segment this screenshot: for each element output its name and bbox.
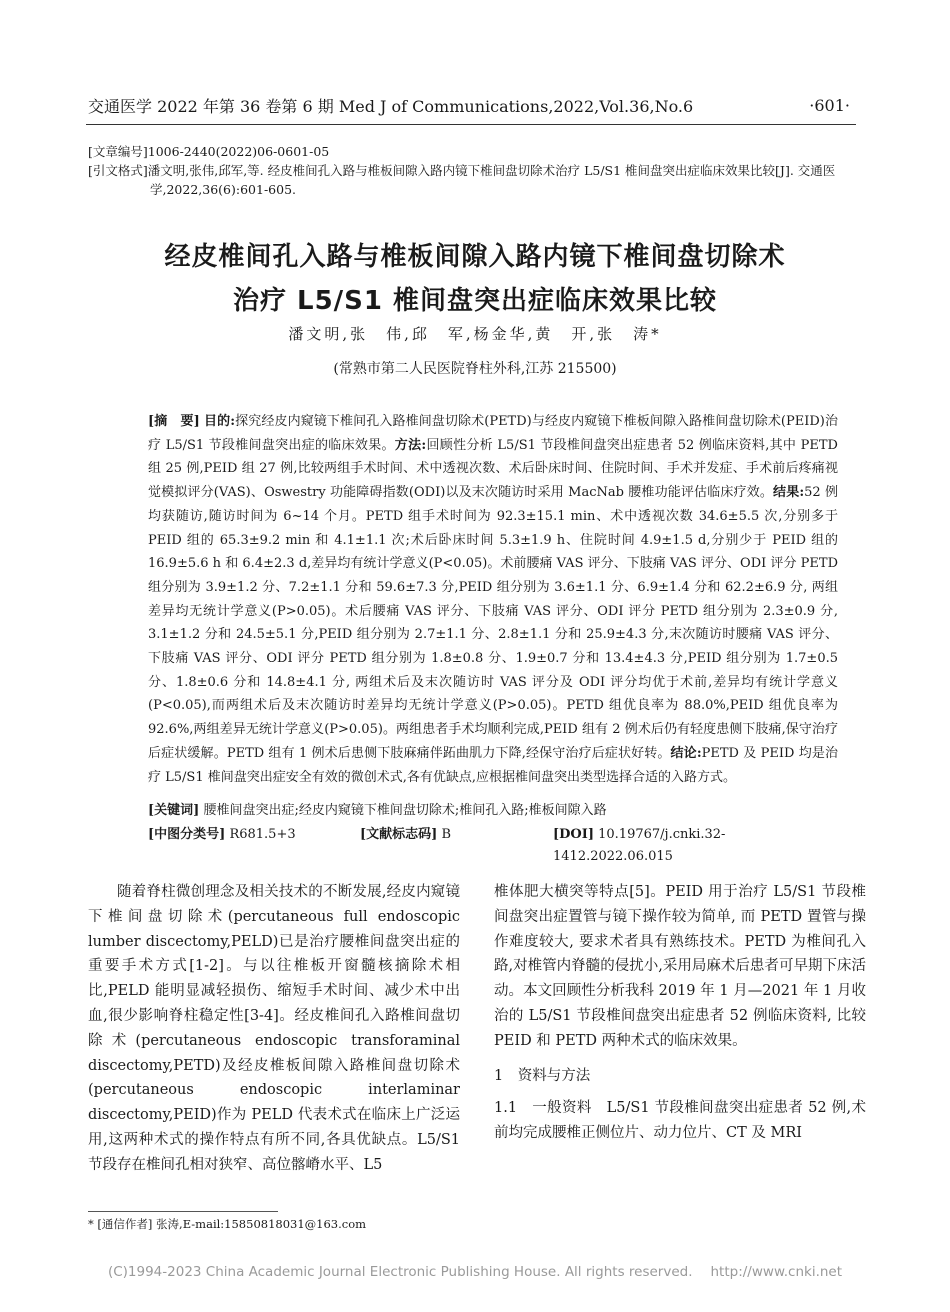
subsection-text: L5/S1 节段椎间盘突出症患者 52 例,术前均完成腰椎正侧位片、动力位片、CT 及 MRI <box>494 1100 866 1142</box>
section-heading: 1 资料与方法 <box>494 1067 591 1084</box>
doi-value[interactable]: 10.19767/j.cnki.32-1412.2022.06.015 <box>553 827 726 864</box>
results-label: 结果: <box>773 485 805 501</box>
clc-value: R681.5+3 <box>229 827 296 842</box>
abstract <box>148 410 838 789</box>
classification-row <box>148 824 838 864</box>
title-line-1: 经皮椎间孔入路与椎板间隙入路内镜下椎间盘切除术 <box>164 242 786 272</box>
citation-format: [引文格式]潘文明,张伟,邱军,等. 经皮椎间孔入路与椎板间隙入路内镜下椎间盘切除术治疗 L5/S1 椎间盘突出症临床效果比较[J]. 交通医学,2022,36(6):601-605. <box>88 163 836 197</box>
methods-label: 方法: <box>394 437 427 453</box>
article-meta <box>88 142 858 199</box>
keywords-text: 腰椎间盘突出症;经皮内窥镜下椎间盘切除术;椎间孔入路;椎板间隙入路 <box>203 803 607 818</box>
conclusion-label: 结论: <box>670 745 702 761</box>
footnote-corresponding-author: * [通信作者] 张涛,E-mail:15850818031@163.com <box>88 1217 367 1231</box>
copyright-text: (C)1994-2023 China Academic Journal Electronic Publishing House. All rights reserved. <box>107 1264 693 1280</box>
doc-code <box>360 824 451 846</box>
title-line-2: 治疗 L5/S1 椎间盘突出症临床效果比较 <box>232 286 718 316</box>
keywords <box>148 800 838 822</box>
article-number: [文章编号]1006-2440(2022)06-0601-05 <box>88 144 330 159</box>
methods-text: 回顾性分析 L5/S1 节段椎间盘突出症患者 52 例临床资料,其中 PETD 组 25 例,PEID 组 27 例,比较两组手术时间、术中透视次数、术后卧床时间、住院时间、手术并发症、手术前后疼痛视觉模拟评分(VAS)、Oswestry 功能障碍指数(ODI)以及末次随访时采用 MacNab 腰椎功能评估临床疗效。 <box>148 437 838 501</box>
running-header <box>88 92 850 118</box>
abstract-label: [摘 要] <box>148 414 200 429</box>
subsection-label: 1.1 一般资料 <box>494 1100 592 1117</box>
header-rule <box>86 124 856 125</box>
clc-code <box>148 827 296 842</box>
intro-paragraph-continued: 椎体肥大横突等特点[5]。PEID 用于治疗 L5/S1 节段椎间盘突出症置管与镜下操作较为简单, 而 PETD 置管与操作难度较大, 要求术者具有熟练技术。PETD 为椎间孔入路,对椎管内脊髓的侵扰小,采用局麻术后患者可早期下床活动。本文回顾性分析我科 2019 年 1 月—2021 年 1 月收治的 L5/S1 节段椎间盘突出症患者 52 例临床资料, 比较 PEID 和 PETD 两种术式的临床效果。 <box>494 884 866 1049</box>
doc-label: [文献标志码] <box>360 827 438 842</box>
footnote-rule <box>88 1211 278 1212</box>
clc-label: [中图分类号] <box>148 827 226 842</box>
objective-label: 目的: <box>204 414 236 429</box>
page-number: ·601· <box>809 95 850 115</box>
author-list: 潘文明,张 伟,邱 军,杨金华,黄 开,张 涛* <box>288 325 662 343</box>
conclusion-text: PETD 及 PEID 均是治疗 L5/S1 椎间盘突出症安全有效的微创术式,各有优缺点,应根据椎间盘突出类型选择合适的入路方式。 <box>148 745 838 785</box>
journal-info: 交通医学 2022 年第 36 卷第 6 期 Med J of Communications,2022,Vol.36,No.6 <box>88 96 694 116</box>
doi-label: [DOI] <box>553 827 594 842</box>
intro-paragraph: 随着脊柱微创理念及相关技术的不断发展,经皮内窥镜下椎间盘切除术(percutaneous full endoscopic lumber discectomy,PELD)已是治疗腰椎间盘突出症的重要手术方式[1-2]。与以往椎板开窗髓核摘除术相比,PELD 能明显减轻损伤、缩短手术时间、减少术中出血,很少影响脊柱稳定性[3-4]。经皮椎间孔入路椎间盘切除术(percutaneous endoscopic transforaminal discectomy,PETD)及经皮椎板间隙入路椎间盘切除术(percutaneous endoscopic interlaminar discectomy,PEID)作为 PELD 代表术式在临床上广泛运用,这两种术式的操作特点有所不同,各具优缺点。L5/S1 节段存在椎间孔相对狭窄、高位髂嵴水平、L5 <box>88 884 460 1173</box>
doi <box>553 824 838 868</box>
keywords-label: [关键词] <box>148 803 200 818</box>
body-right-column <box>494 880 866 1146</box>
results-text: 52 例均获随访,随访时间为 6~14 个月。PETD 组手术时间为 92.3±15.1 min、术中透视次数 34.6±5.5 次,分别多于 PEID 组的 65.3±9.2 min 和 4.1±1.1 次;术后卧床时间 5.3±1.9 h、住院时间 4.9±1.5 d,分别少于 PEID 组的 16.9±5.6 h 和 6.4±2.3 d,差异均有统计学意义(P<0.05)。术前腰痛 VAS 评分、下肢痛 VAS 评分、ODI 评分 PETD 组分别为 3.9±1.2 分、7.2±1.1 分和 59.6±7.3 分,PEID 组分别为 3.6±1.1 分、6.9±1.4 分和 62.2±6.9 分, 两组差异均无统计学意义(P>0.05)。术后腰痛 VAS 评分、下肢痛 VAS 评分、ODI 评分 PETD 组分别为 2.3±0.9 分, 3.1±1.2 分和 24.5±5.1 分,PEID 组分别为 2.7±1.1 分、2.8±1.1 分和 25.9±4.3 分,末次随访时腰痛 VAS 评分、下肢痛 VAS 评分、ODI 评分 PETD 组分别为 1.8±0.8 分、1.9±0.7 分和 13.4±4.3 分,PEID 组分别为 1.7±0.5 分、1.8±0.6 分和 14.8±4.1 分, 两组术后及末次随访时 VAS 评分及 ODI 评分均优于术前,差异均有统计学意义(P<0.05),而两组术后及末次随访时差异均无统计学意义(P>0.05)。PETD 组优良率为 88.0%,PEID 组优良率为 92.6%,两组差异无统计学意义(P>0.05)。两组患者手术均顺利完成,PEID 组有 2 例术后仍有轻度患侧下肢痛,保守治疗后症状缓解。PETD 组有 1 例术后患侧下肢麻痛伴跖曲肌力下降,经保守治疗后症状好转。 <box>148 485 838 761</box>
doc-value: B <box>441 827 452 842</box>
affiliation: (常熟市第二人民医院脊柱外科,江苏 215500) <box>333 361 617 377</box>
paper-title <box>80 235 870 323</box>
objective-text: 探究经皮内窥镜下椎间孔入路椎间盘切除术(PETD)与经皮内窥镜下椎板间隙入路椎间盘切除术(PEID)治疗 L5/S1 节段椎间盘突出症的临床效果。 <box>148 414 838 453</box>
cnki-link[interactable]: http://www.cnki.net <box>710 1264 843 1280</box>
body-left-column <box>88 880 460 1178</box>
copyright-watermark <box>0 1264 950 1280</box>
